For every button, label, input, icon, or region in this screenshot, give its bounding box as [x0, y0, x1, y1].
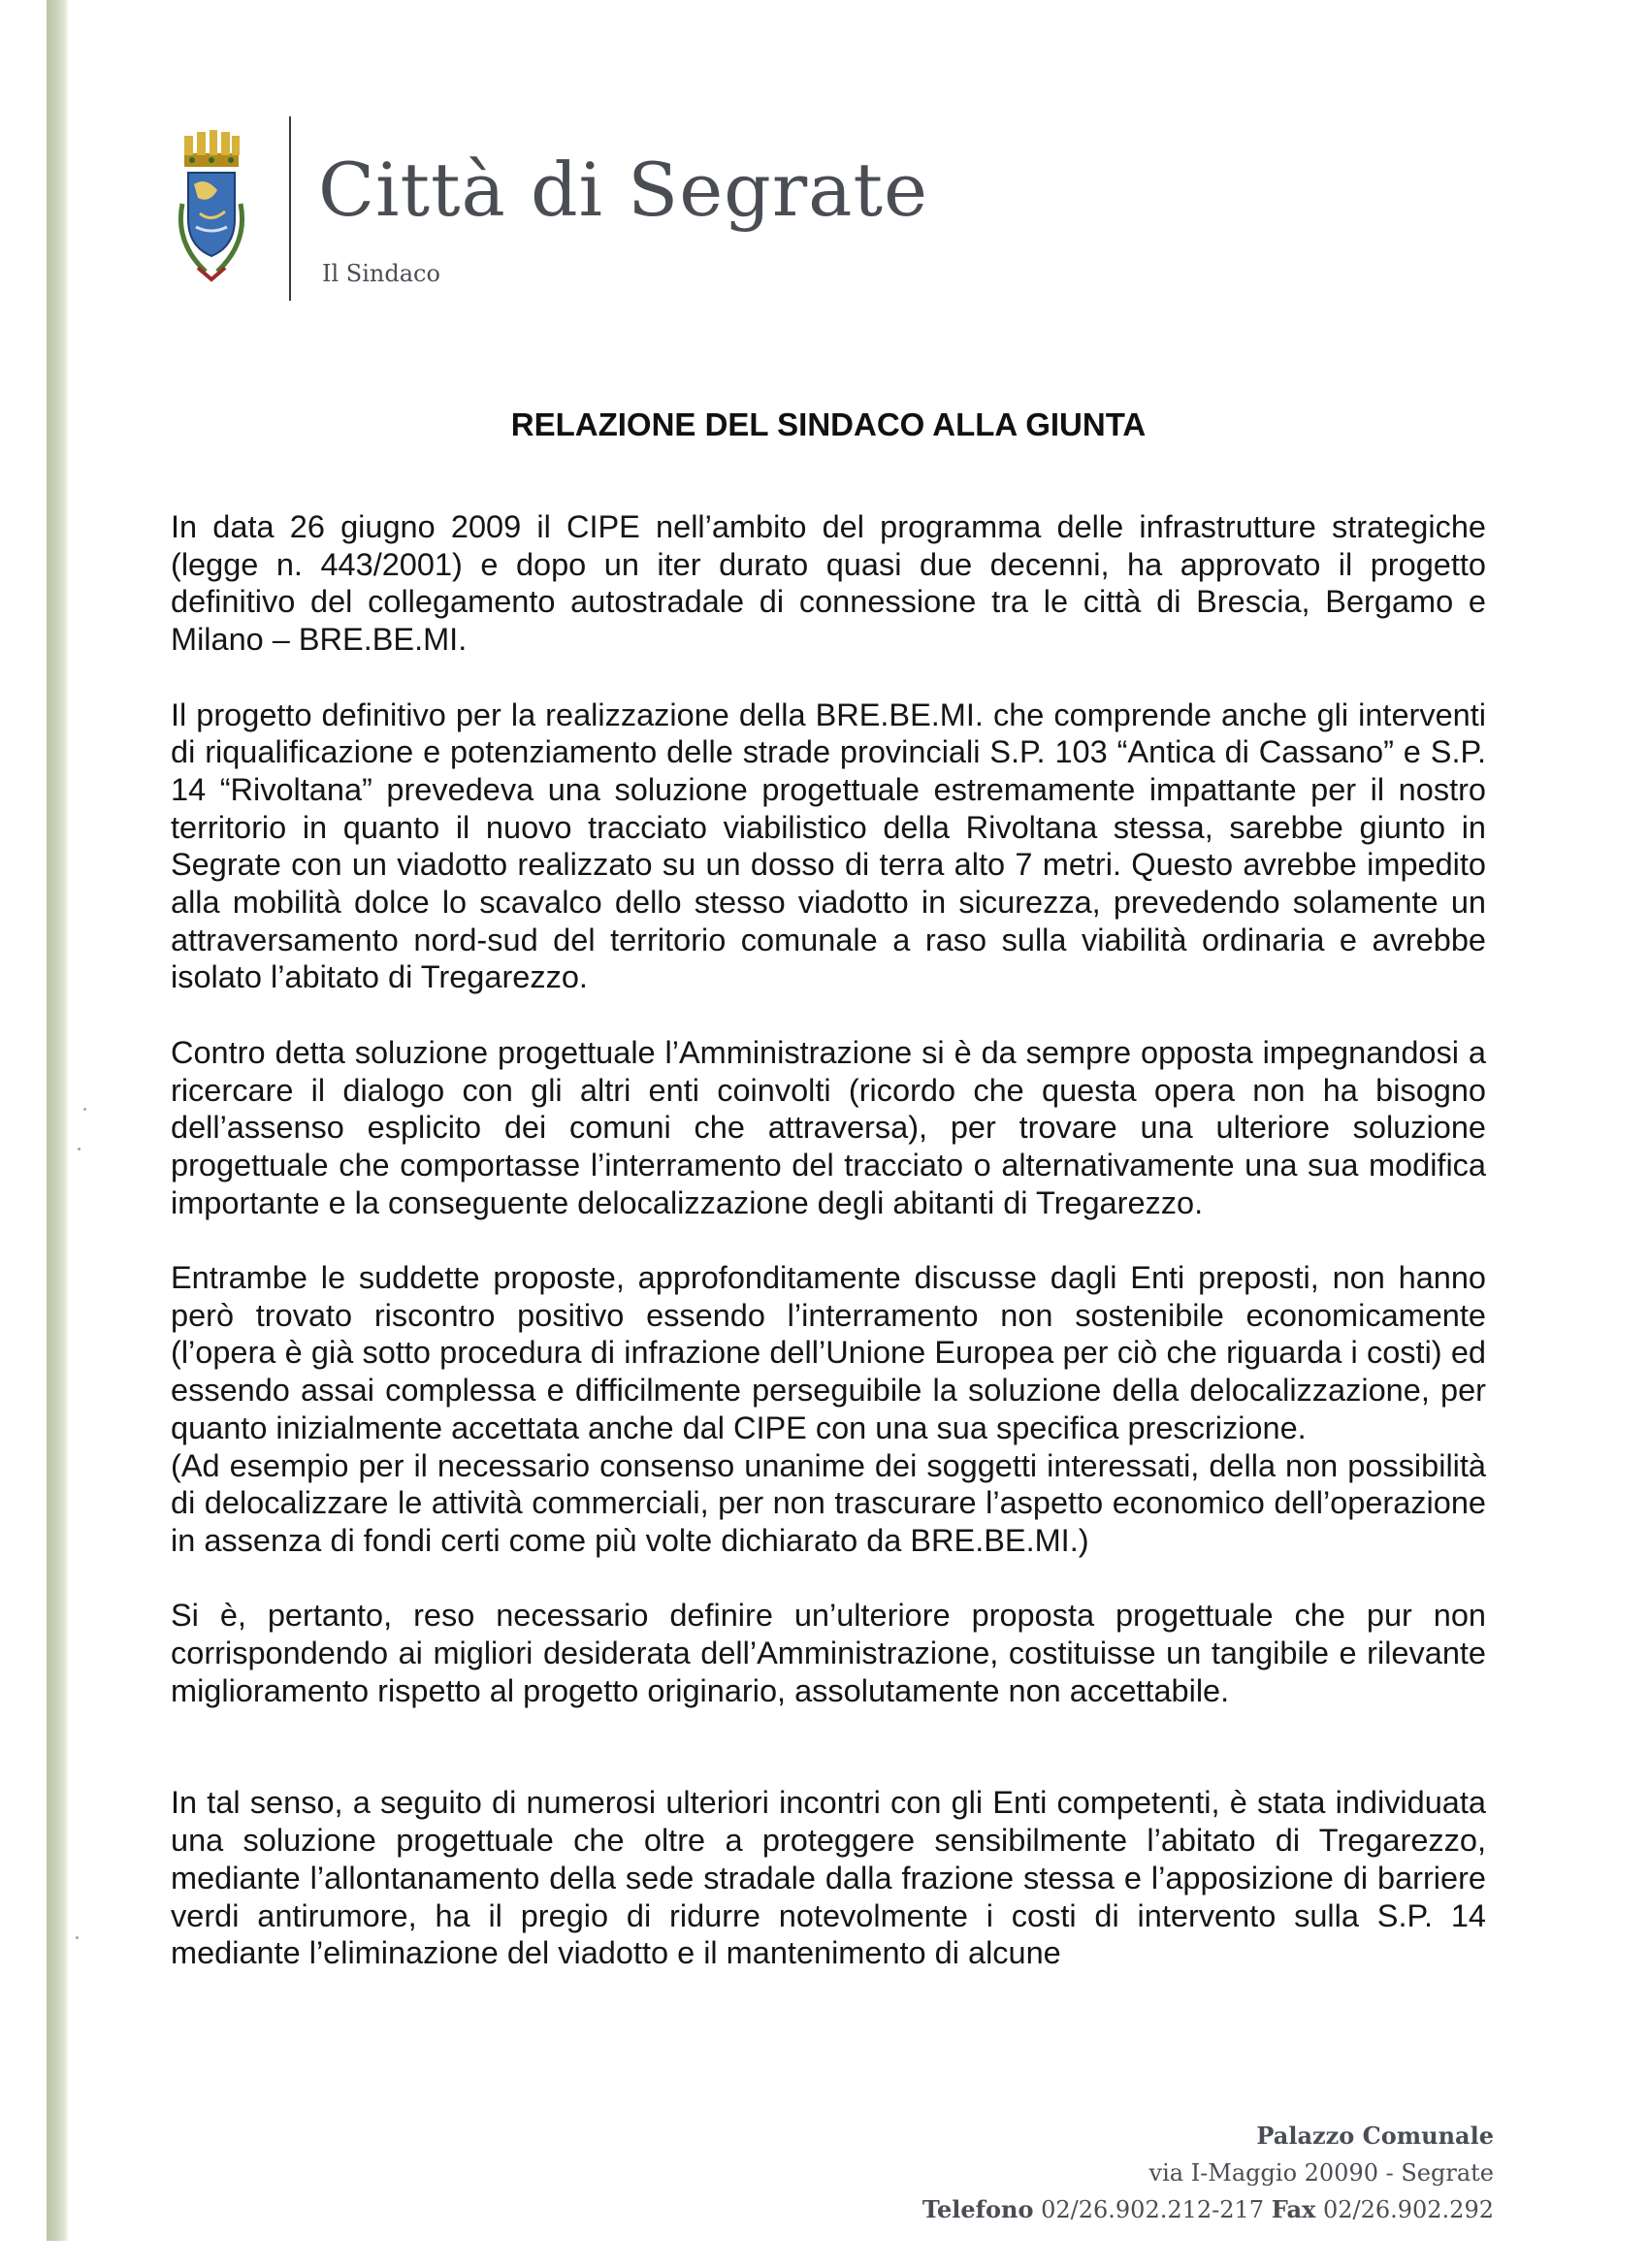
- paragraph: Il progetto definitivo per la realizzazione della BRE.BE.MI. che comprende anche gli interventi di riqualificazione e potenziamento delle strade provinciali S.P. 103 “Antica di Cassano” e S.P. 14 “Rivoltana” prevedeva una soluzione progettuale estremamente impattante per il nostro territorio in quanto il nuovo tracciato viabilistico della Rivoltana stessa, sarebbe giunto in Segrate con un viadotto realizzato su un dosso di terra alto 7 metri. Questo avrebbe impedito alla mobilità dolce lo scavalco dello stesso viadotto in sicurezza, prevedendo solamente un attraversamento nord-sud del territorio comunale a raso sulla viabilità ordinaria e avrebbe isolato l’abitato di Tregarezzo.: [171, 697, 1486, 995]
- paragraph: In tal senso, a seguito di numerosi ulteriori incontri con gli Enti competenti, è stata individuata una soluzione progettuale che oltre a proteggere sensibilmente l’abitato di Tregarezzo, mediante l’allontanamento della sede stradale dalla frazione stessa e l’apposizione di barriere verdi antirumore, ha il pregio di ridurre notevolmente i costi di intervento sulla S.P. 14 mediante l’eliminazione del viadotto e il mantenimento di alcune: [171, 1785, 1486, 1971]
- footer-fax-label: Fax: [1271, 2195, 1316, 2223]
- scan-edge: [47, 0, 68, 2241]
- letterhead-footer: [922, 2118, 1494, 2228]
- paragraph: Contro detta soluzione progettuale l’Amministrazione si è da sempre opposta impegnandosi a ricercare il dialogo con gli altri enti coinvolti (ricordo che questa opera non ha bisogno dell’assenso esplicito dei comuni che attraversa), per trovare una ulteriore soluzione progettuale che comportasse l’interramento del tracciato o alternativamente una sua modifica importante e la conseguente delocalizzazione degli abitanti di Tregarezzo.: [171, 1034, 1486, 1220]
- footer-contacts: [922, 2191, 1494, 2228]
- scan-speck: [83, 1108, 86, 1111]
- footer-phone-label: Telefono: [922, 2195, 1034, 2223]
- crown-icon: [184, 130, 240, 167]
- footer-building: Palazzo Comunale: [1256, 2122, 1494, 2150]
- document-title: RELAZIONE DEL SINDACO ALLA GIUNTA: [510, 406, 1147, 442]
- paragraph: Si è, pertanto, reso necessario definire un’ulteriore proposta progettuale che pur non corrispondendo ai migliori desiderata dell’Amministrazione, costituisse un tangibile e rilevante miglioramento rispetto al progetto originario, assolutamente non accettabile.: [171, 1598, 1486, 1708]
- scan-speck: [76, 1936, 79, 1939]
- footer-fax: 02/26.902.292: [1322, 2196, 1494, 2223]
- paragraph: Entrambe le suddette proposte, approfonditamente discusse dagli Enti preposti, non hanno però trovato riscontro positivo essendo l’interramento non sostenibile economicamente (l’opera è già sotto procedura di infrazione dell’Unione Europea per ciò che riguarda i costi) ed essendo assai complessa e difficilmente perseguibile la soluzione della delocalizzazione, per quanto inizialmente accettata anche dal CIPE con una sua specifica prescrizione.: [171, 1260, 1486, 1445]
- letterhead-subtitle: Il Sindaco: [322, 260, 440, 287]
- scan-speck: [78, 1148, 81, 1150]
- paragraph: In data 26 giugno 2009 il CIPE nell’ambito del programma delle infrastrutture strategiche (legge n. 443/2001) e dopo un iter durato quasi due decenni, ha approvato il progetto definitivo del collegamento autostradale di connessione tra le città di Brescia, Bergamo e Milano – BRE.BE.MI.: [171, 509, 1486, 658]
- city-coat-of-arms-icon: [167, 126, 256, 287]
- document-body: [171, 508, 1486, 1972]
- footer-phone: 02/26.902.212-217: [1041, 2196, 1265, 2223]
- letterhead-divider: [289, 116, 291, 301]
- paragraph: (Ad esempio per il necessario consenso unanime dei soggetti interessati, della non possibilità di delocalizzare le attività commerciali, per non trascurare l’aspetto economico dell’operazione in assenza di fondi certi come più volte dichiarato da BRE.BE.MI.): [171, 1447, 1486, 1558]
- city-name: Città di Segrate: [318, 146, 928, 233]
- footer-address: via I-Maggio 20090 - Segrate: [1148, 2159, 1494, 2187]
